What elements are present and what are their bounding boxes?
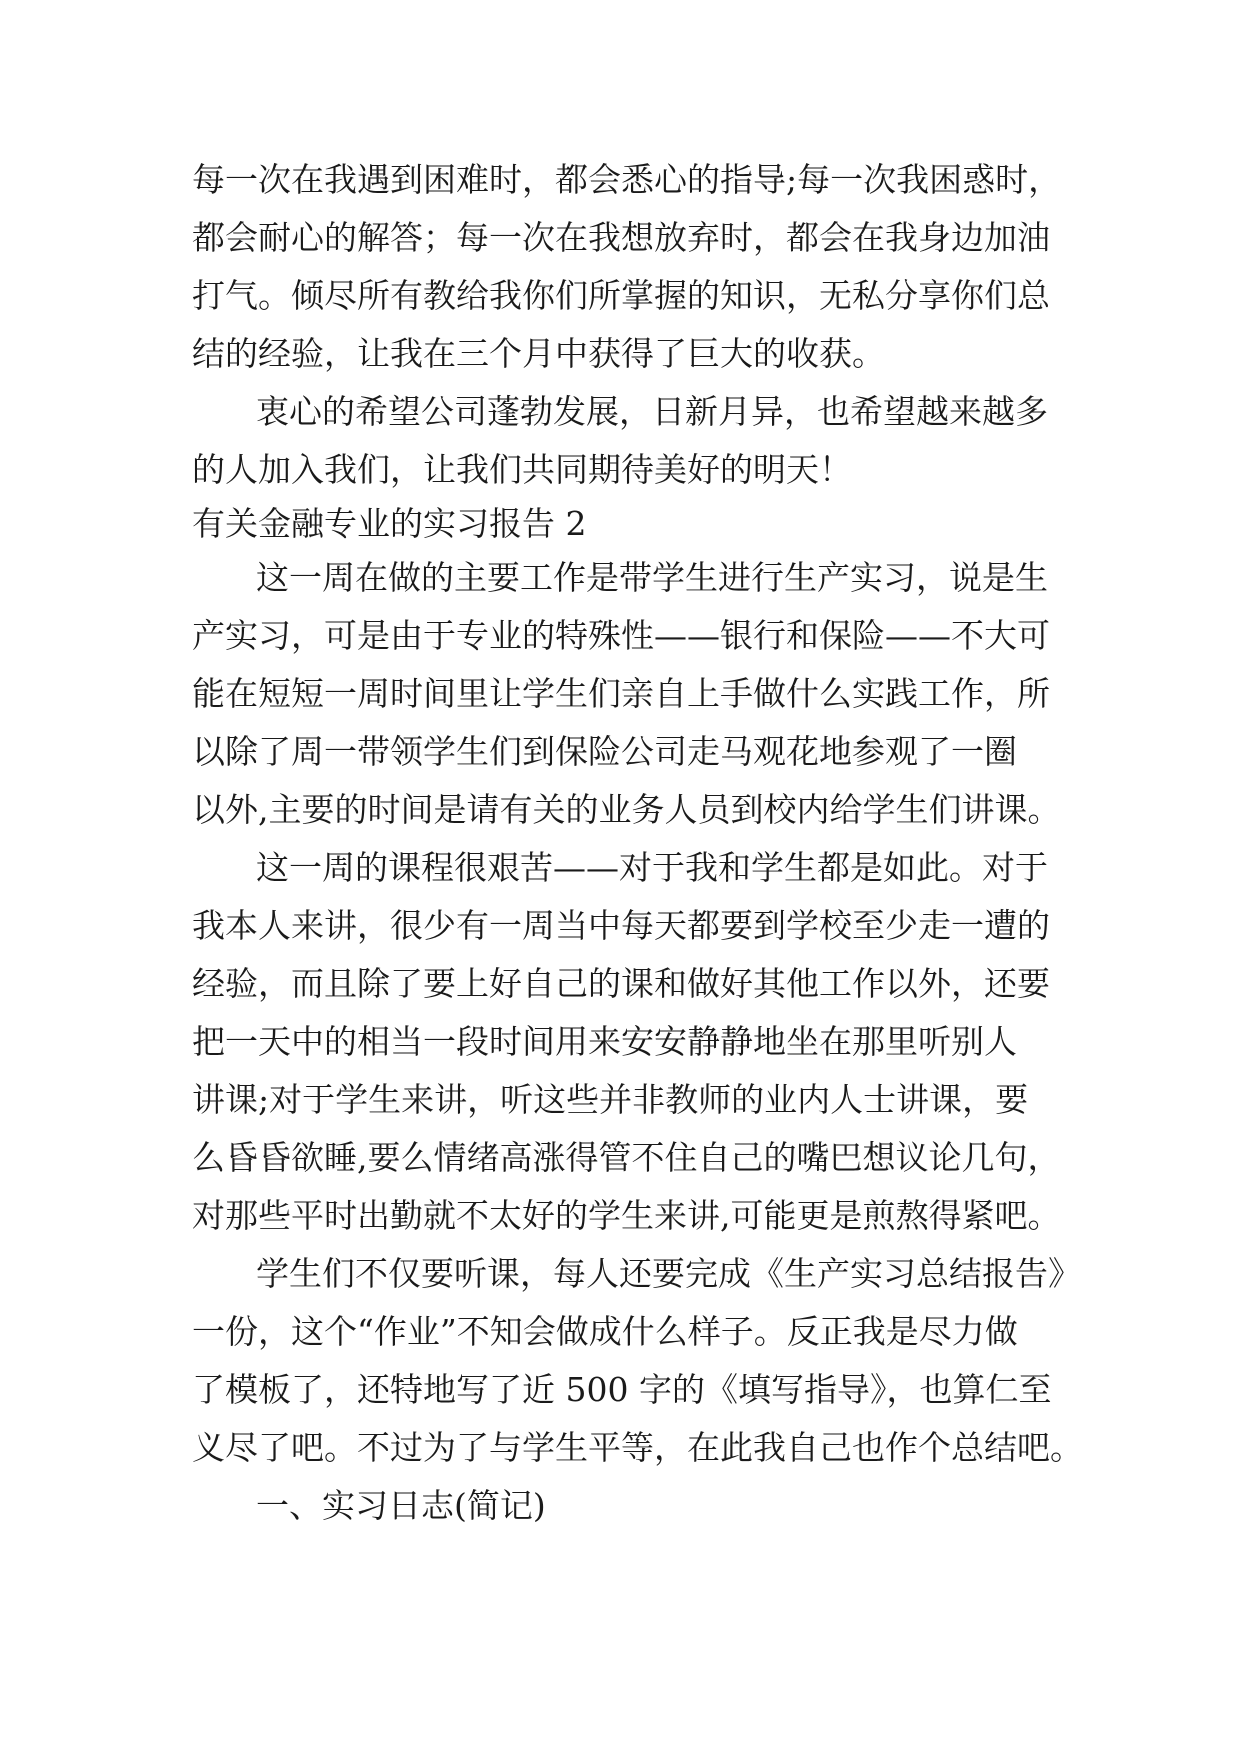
paragraph-line: 对那些平时出勤就不太好的学生来讲,可能更是煎熬得紧吧。 <box>192 1196 1061 1235</box>
paragraph-line: 这一周的课程很艰苦——对于我和学生都是如此。对于 <box>256 848 1048 887</box>
paragraph-line: 经验，而且除了要上好自己的课和做好其他工作以外，还要 <box>192 964 1050 1003</box>
section-heading: 有关金融专业的实习报告 2 <box>192 504 587 543</box>
paragraph-line: 打气。倾尽所有教给我你们所掌握的知识，无私分享你们总 <box>192 276 1050 315</box>
paragraph-line: 学生们不仅要听课，每人还要完成《生产实习总结报告》 <box>256 1254 1081 1293</box>
paragraph-line: 把一天中的相当一段时间用来安安静静地坐在那里听别人 <box>192 1022 1017 1061</box>
paragraph-line: 产实习，可是由于专业的特殊性——银行和保险——不大可 <box>192 616 1050 655</box>
paragraph-line: 这一周在做的主要工作是带学生进行生产实习，说是生 <box>256 558 1048 597</box>
paragraph-line: 我本人来讲，很少有一周当中每天都要到学校至少走一遭的 <box>192 906 1050 945</box>
paragraph-line: 能在短短一周时间里让学生们亲自上手做什么实践工作，所 <box>192 674 1050 713</box>
paragraph-line: 衷心的希望公司蓬勃发展，日新月异，也希望越来越多 <box>256 392 1048 431</box>
paragraph-line: 以外,主要的时间是请有关的业务人员到校内给学生们讲课。 <box>192 790 1061 829</box>
paragraph-line: 一份，这个“作业”不知会做成什么样子。反正我是尽力做 <box>192 1312 1018 1351</box>
paragraph-line: 的人加入我们，让我们共同期待美好的明天！ <box>192 450 852 489</box>
subsection-heading: 一、实习日志(简记) <box>256 1486 546 1525</box>
paragraph-line: 结的经验，让我在三个月中获得了巨大的收获。 <box>192 334 885 373</box>
paragraph-line: 么昏昏欲睡,要么情绪高涨得管不住自己的嘴巴想议论几句， <box>192 1138 1061 1177</box>
paragraph-line: 讲课;对于学生来讲，听这些并非教师的业内人士讲课，要 <box>192 1080 1029 1119</box>
paragraph-line: 以除了周一带领学生们到保险公司走马观花地参观了一圈 <box>192 732 1017 771</box>
paragraph-line: 每一次在我遇到困难时，都会悉心的指导;每一次我困惑时， <box>192 160 1062 199</box>
paragraph-line: 义尽了吧。不过为了与学生平等，在此我自己也作个总结吧。 <box>192 1428 1083 1467</box>
paragraph-line: 都会耐心的解答；每一次在我想放弃时，都会在我身边加油 <box>192 218 1050 257</box>
paragraph-line: 了模板了，还特地写了近 500 字的《填写指导》，也算仁至 <box>192 1370 1052 1409</box>
